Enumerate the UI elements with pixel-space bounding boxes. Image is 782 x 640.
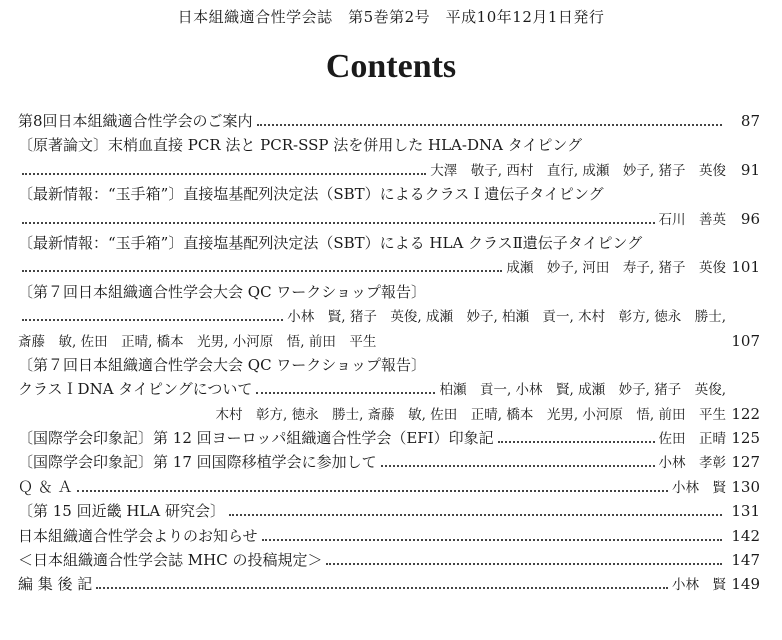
toc-entry-page: 122 xyxy=(731,404,760,423)
leader-dots xyxy=(256,384,435,394)
toc-entry-continuation xyxy=(18,305,760,329)
toc-entry-title: 〔国際学会印象記〕第 12 回ヨーロッパ組織適合性学会（EFI）印象記 xyxy=(18,429,494,448)
toc-entry-title: 〔最新情報：“玉手箱”〕直接塩基配列決定法（SBT）による HLA クラスⅡ遺伝子タイピング xyxy=(18,233,643,252)
toc-entry-authors: 小林 賢 xyxy=(672,479,726,496)
toc-entry-authors: 斎藤 敏, 佐田 正晴, 橋本 光男, 小河原 悟, 前田 平生 xyxy=(18,333,377,350)
toc-entry-authors: 大澤 敬子, 西村 直行, 成瀬 妙子, 猪子 英俊 xyxy=(430,162,726,179)
toc-entry-authors: 木村 彰方, 徳永 勝士, 斎藤 敏, 佐田 正晴, 橋本 光男, 小河原 悟, 前田 平生 xyxy=(215,406,726,423)
journal-header: 日本組織適合性学会誌 第5巻第2号 平成10年12月1日発行 xyxy=(177,8,605,26)
toc-entry-authors: 成瀬 妙子, 河田 寿子, 猪子 英俊 xyxy=(506,260,726,277)
toc-entry-continuation xyxy=(18,208,760,232)
toc-entry-page: 130 xyxy=(731,477,760,496)
toc-entry-page: 87 xyxy=(740,112,760,130)
toc-entry-title: 日本組織適合性学会よりのお知らせ xyxy=(18,526,258,545)
toc-entry[interactable] xyxy=(18,525,760,549)
toc-entry[interactable] xyxy=(18,500,760,524)
toc-entry-continuation xyxy=(18,256,760,280)
toc-entry[interactable] xyxy=(18,451,760,475)
toc-entry-continuation xyxy=(18,159,760,183)
leader-dots xyxy=(257,116,722,126)
toc-entry-title: 〔第７回日本組織適合性学会大会 QC ワークショップ報告〕 xyxy=(18,355,427,374)
leader-dots xyxy=(326,555,722,565)
toc-entry-title: 〔第７回日本組織適合性学会大会 QC ワークショップ報告〕 xyxy=(18,282,427,301)
spacer xyxy=(380,337,722,345)
toc-entry-continuation xyxy=(18,403,760,427)
page-title: Contents xyxy=(325,48,457,85)
toc-entry-title: 〔第 15 回近畿 HLA 研究会〕 xyxy=(18,502,226,521)
toc-entry[interactable] xyxy=(18,134,760,158)
toc-entry-authors: 佐田 正晴 xyxy=(658,431,726,448)
toc-entry[interactable] xyxy=(18,427,760,451)
leader-dots xyxy=(96,579,668,589)
toc-entry-page: 142 xyxy=(731,526,760,545)
toc-entry[interactable] xyxy=(18,281,760,305)
toc-entry-authors: 柏瀬 貢一, 小林 賢, 成瀬 妙子, 猪子 英俊, xyxy=(439,382,726,399)
toc-entry-subtitle: クラスＩDNA タイピングについて xyxy=(18,380,253,399)
toc-entry-authors: 小林 孝彰 xyxy=(658,455,726,472)
toc-entry-continuation xyxy=(18,378,760,402)
leader-dots xyxy=(262,530,722,540)
leader-dots xyxy=(498,433,655,443)
toc-entry[interactable] xyxy=(18,232,760,256)
toc-entry-page: 125 xyxy=(731,429,760,448)
toc-entry-page: 91 xyxy=(740,160,760,179)
toc-entry-authors: 石川 善英 xyxy=(658,211,726,228)
toc-entry-page: 147 xyxy=(731,551,760,570)
leader-dots xyxy=(229,506,722,516)
toc-entry[interactable] xyxy=(18,476,760,500)
leader-dots xyxy=(77,482,668,492)
toc-entry-title: 〔原著論文〕末梢血直接 PCR 法と PCR-SSP 法を併用した HLA-DNA タイピング xyxy=(18,136,583,155)
toc-entry-authors: 小林 賢 xyxy=(672,577,726,594)
toc-entry[interactable] xyxy=(18,354,760,378)
toc-entry-title: 〔最新情報：“玉手箱”〕直接塩基配列決定法（SBT）によるクラスＩ遺伝子タイピング xyxy=(18,185,604,204)
toc-entry[interactable] xyxy=(18,573,760,597)
toc-entry-page: 101 xyxy=(731,258,760,277)
toc-entry-title: Ｑ ＆ Ａ xyxy=(18,477,73,496)
toc-entry-page: 131 xyxy=(731,502,760,521)
toc-entry-page: 149 xyxy=(731,575,760,594)
leader-dots xyxy=(22,262,502,272)
toc-entry-title: 第8回日本組織適合性学会のご案内 xyxy=(18,112,253,130)
toc-entry[interactable] xyxy=(18,549,760,573)
toc-entry-continuation xyxy=(18,330,760,354)
toc-entry-page: 107 xyxy=(731,331,760,350)
toc-entry-title: 〔国際学会印象記〕第 17 回国際移植学会に参加して xyxy=(18,453,377,472)
toc-entry[interactable] xyxy=(18,183,760,207)
leader-dots xyxy=(381,457,655,467)
leader-dots xyxy=(22,165,426,175)
toc-entry-authors: 小林 賢, 猪子 英俊, 成瀬 妙子, 柏瀬 貢一, 木村 彰方, 徳永 勝士, xyxy=(287,309,726,326)
toc-entry[interactable] xyxy=(18,110,760,134)
toc-entry-page: 127 xyxy=(731,453,760,472)
toc-entry-title: ＜日本組織適合性学会誌 MHC の投稿規定＞ xyxy=(18,551,323,570)
leader-dots xyxy=(22,311,283,321)
toc-entry-page: 96 xyxy=(740,209,760,228)
table-of-contents xyxy=(18,110,760,598)
toc-entry-title: 編 集 後 記 xyxy=(18,575,93,594)
leader-dots xyxy=(22,213,655,223)
